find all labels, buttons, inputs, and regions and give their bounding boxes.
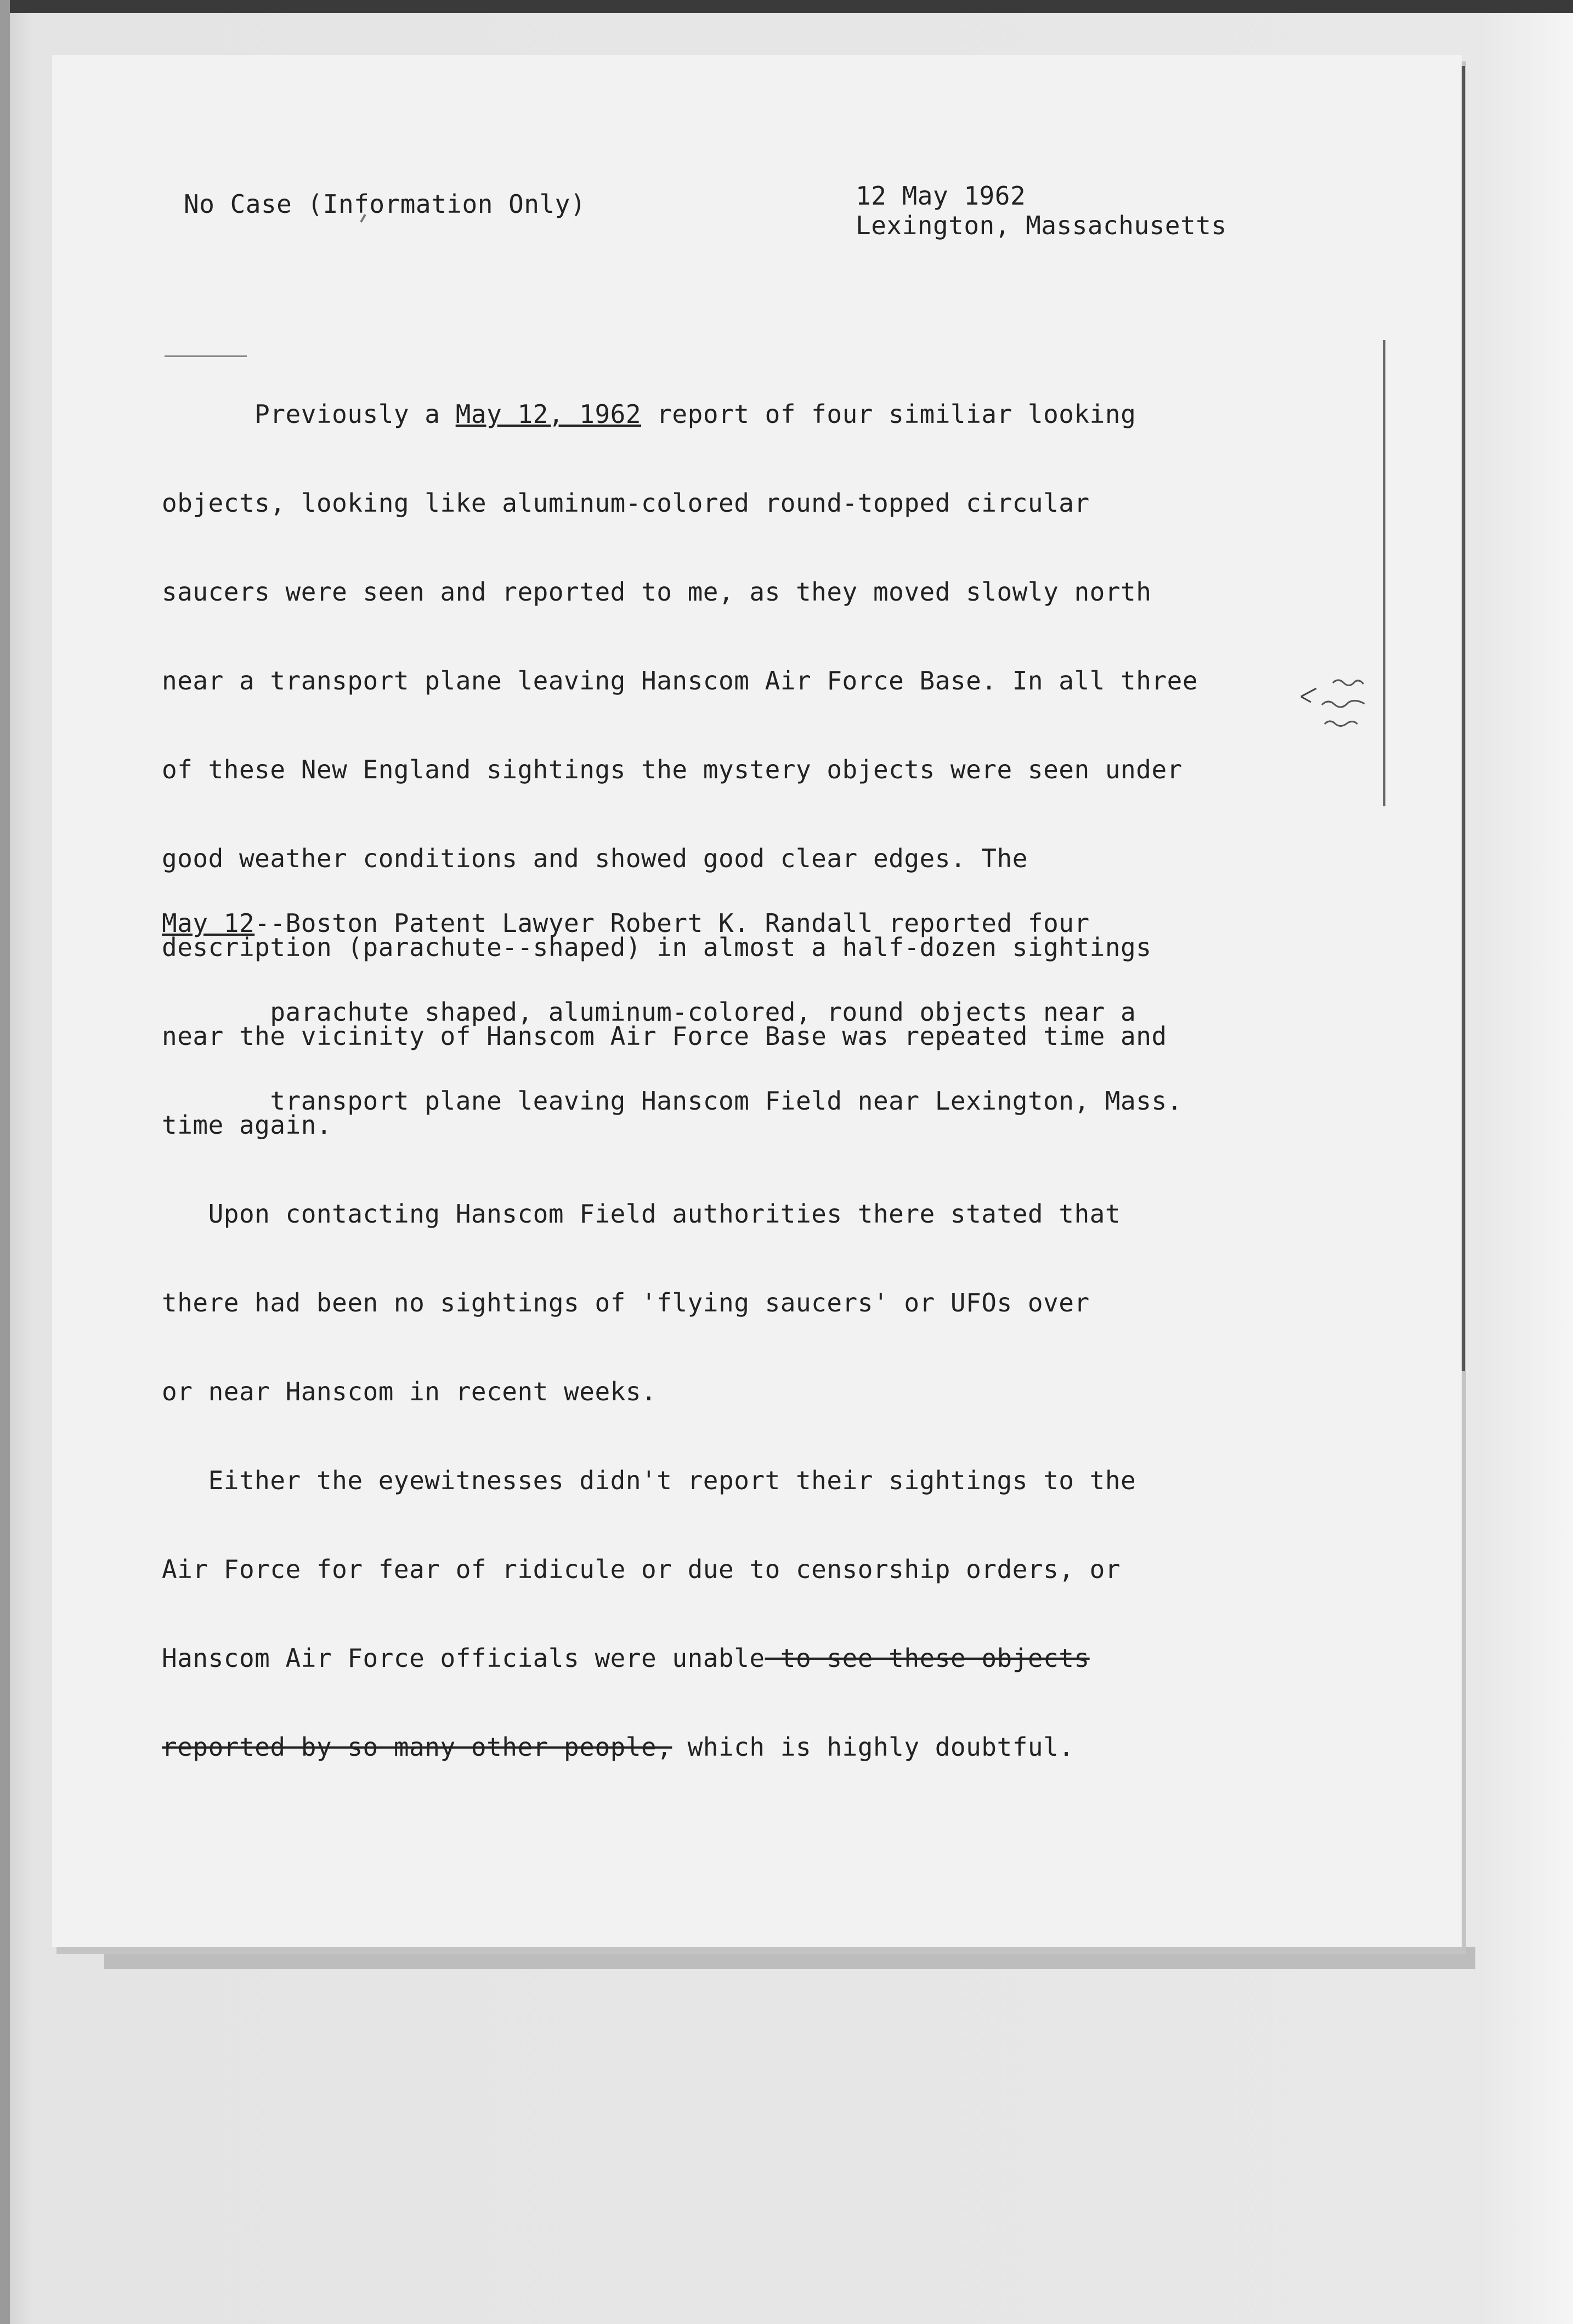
body-line: Air Force for fear of ridicule or due to censorship orders, or <box>162 1554 1121 1584</box>
page-right-edge <box>1462 66 1465 1371</box>
body-line: time again. <box>162 1110 332 1140</box>
struck-text: to see these objects <box>765 1643 1090 1673</box>
body-line: reported by so many other people, which is highly doubtful. <box>162 1732 1074 1762</box>
body-line: objects, looking like aluminum-colored round-topped circular <box>162 488 1090 518</box>
body-line: Either the eyewitnesses didn't report their sightings to the <box>162 1466 1136 1495</box>
scan-left-border <box>0 0 10 2324</box>
handwritten-annotation <box>1300 675 1393 740</box>
body-line: near a transport plane leaving Hanscom Air Force Base. In all three <box>162 666 1198 695</box>
body-line: there had been no sightings of 'flying saucers' or UFOs over <box>162 1288 1090 1318</box>
body-line: description (parachute--shaped) in almost a half-dozen sightings <box>162 932 1152 962</box>
body-line: Previously a May 12, 1962 report of four similiar looking <box>162 399 1136 429</box>
case-label: No Case (Information Only) <box>184 189 586 219</box>
entry-line: transport plane leaving Hanscom Field near Lexington, Mass. <box>162 1086 1182 1116</box>
scan-top-border <box>0 0 1573 13</box>
page-shadow <box>104 1947 1475 1969</box>
report-date: 12 May 1962 <box>856 181 1026 211</box>
body-line: near the vicinity of Hanscom Air Force Base was repeated time and <box>162 1021 1167 1051</box>
body-line: Upon contacting Hanscom Field authorities there stated that <box>162 1199 1121 1229</box>
body-line: Hanscom Air Force officials were unable to see these objects <box>162 1643 1090 1673</box>
entry-date: May 12 <box>162 908 255 938</box>
body-line: or near Hanscom in recent weeks. <box>162 1377 657 1406</box>
log-entry <box>162 849 1182 1145</box>
report-location: Lexington, Massachusetts <box>856 211 1227 240</box>
body-line: saucers were seen and reported to me, as they moved slowly north <box>162 577 1152 607</box>
struck-text: reported by so many other people, <box>162 1732 672 1762</box>
entry-line: May 12--Boston Patent Lawyer Robert K. Randall reported four <box>162 908 1090 938</box>
body-line: good weather conditions and showed good clear edges. The <box>162 844 1028 873</box>
entry-line: parachute shaped, aluminum-colored, round objects near a <box>162 997 1136 1027</box>
underlined-date: May 12, 1962 <box>455 399 642 429</box>
body-line: of these New England sightings the mystery objects were seen under <box>162 755 1182 784</box>
